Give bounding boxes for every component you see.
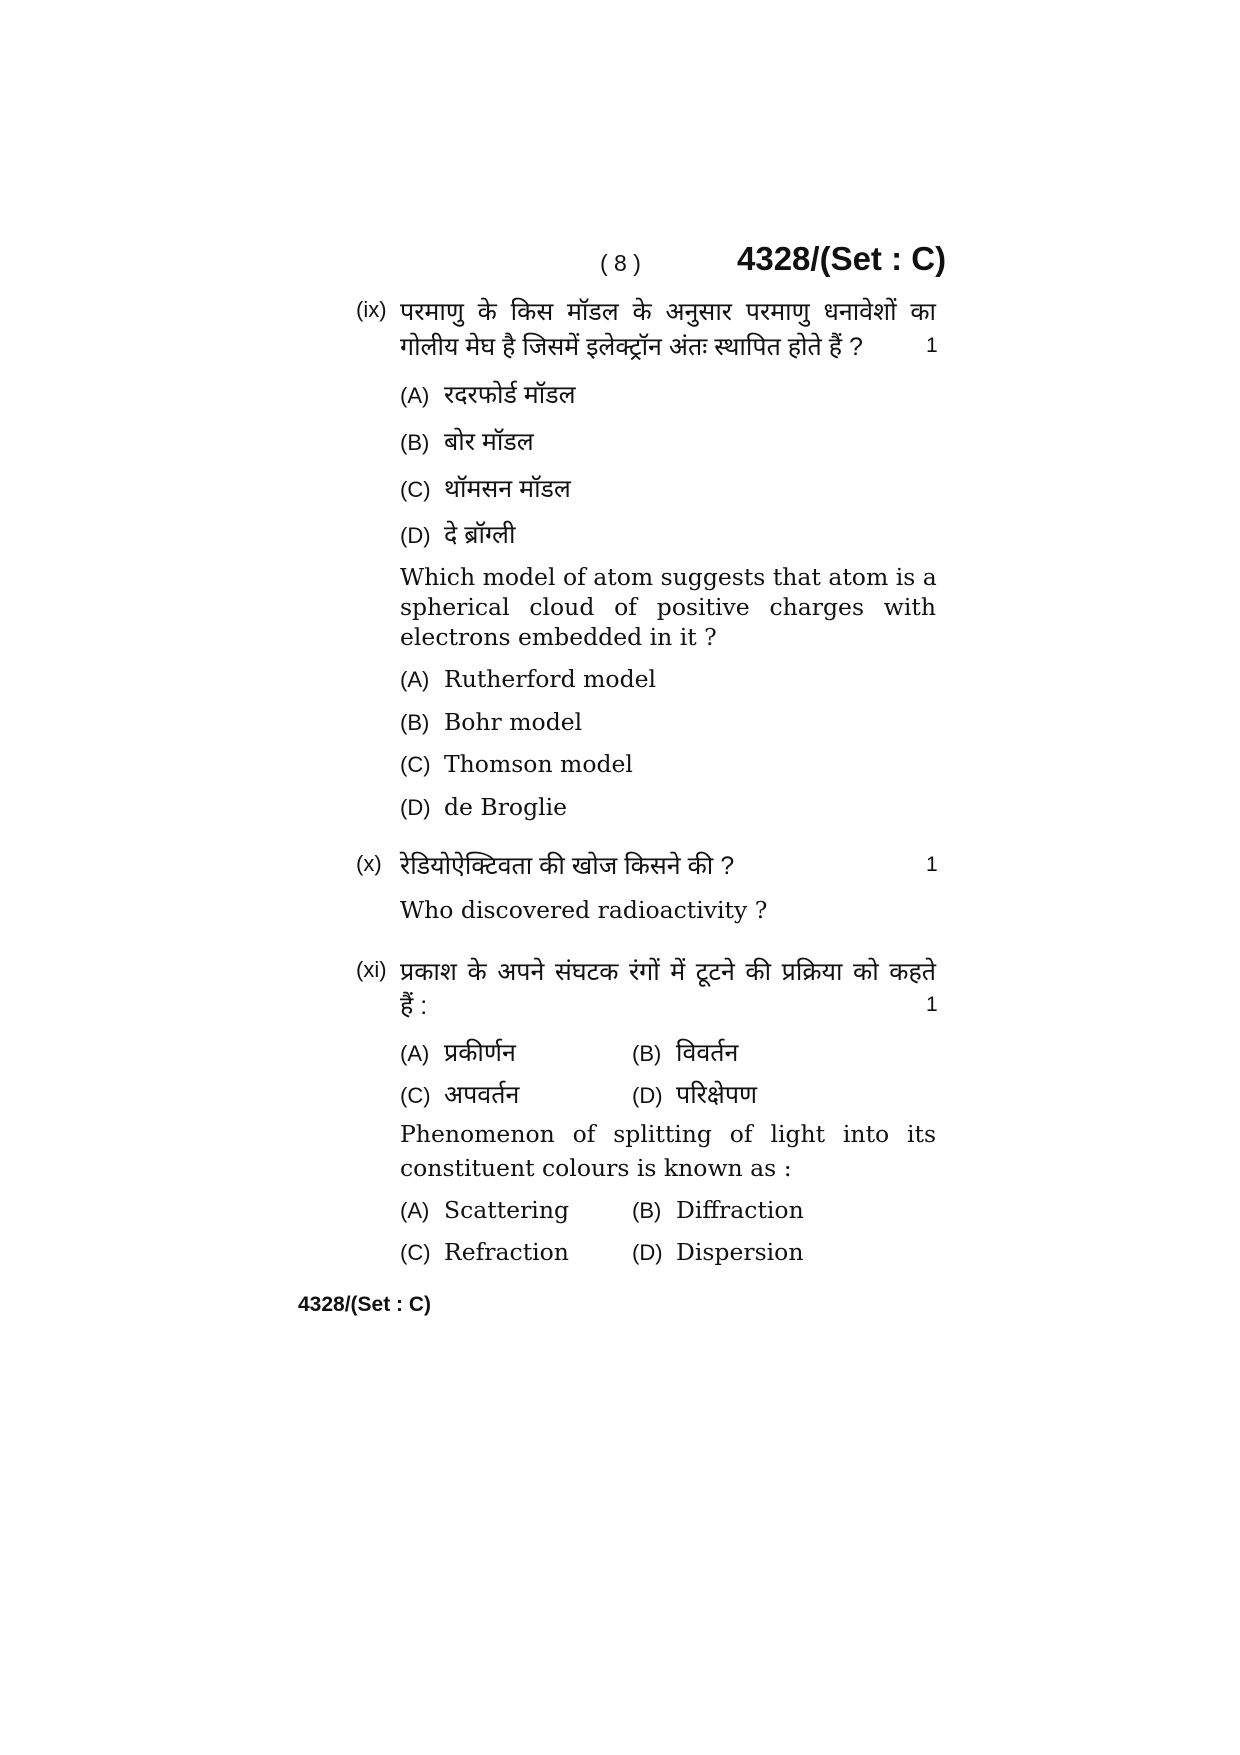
question-number-ix: (ix) (356, 297, 387, 322)
option-label: (C) (400, 1240, 431, 1265)
question-xi-english-line-2: constituent colours is known as : (400, 1154, 792, 1182)
question-ix-hindi-line-2: गोलीय मेघ है जिसमें इलेक्ट्रॉन अंतः स्थापित होते हैं ? (400, 333, 863, 361)
question-xi-english-option-a (400, 1196, 569, 1224)
option-text: Diffraction (676, 1196, 804, 1224)
option-label: (A) (400, 1041, 430, 1066)
question-ix-english-line-2: spherical cloud of positive charges with (400, 593, 936, 621)
question-ix-english-option-d (400, 793, 567, 821)
option-text: Rutherford model (444, 665, 657, 693)
option-text: Refraction (444, 1238, 569, 1266)
question-xi-hindi-option-d (632, 1077, 757, 1111)
option-label: (C) (400, 752, 431, 777)
question-xi-english-option-d (632, 1238, 803, 1266)
question-x-hindi-line-1: रेडियोऐक्टिवता की खोज किसने की ? (400, 852, 735, 880)
question-ix-hindi-line-1: परमाणु के किस मॉडल के अनुसार परमाणु धनावेशों का (400, 298, 936, 326)
question-xi-english-line-1: Phenomenon of splitting of light into its (400, 1120, 936, 1148)
option-text: Dispersion (676, 1238, 804, 1266)
question-x-english-line-1: Who discovered radioactivity ? (400, 896, 768, 924)
question-ix-english-option-c (400, 750, 633, 778)
option-label: (D) (632, 1240, 663, 1265)
option-text: प्रकीर्णन (444, 1039, 516, 1067)
question-ix-english-line-1: Which model of atom suggests that atom is a (400, 563, 937, 591)
question-ix-marks: 1 (926, 334, 938, 357)
option-text: थॉमसन मॉडल (444, 475, 571, 503)
option-text: विवर्तन (676, 1039, 739, 1067)
option-text: Scattering (444, 1196, 569, 1224)
option-label: (B) (400, 710, 430, 735)
question-ix-hindi-option-d (400, 517, 515, 551)
option-text: Bohr model (444, 708, 583, 736)
option-text: रदरफोर्ड मॉडल (444, 381, 576, 409)
option-text: de Broglie (444, 793, 568, 821)
question-xi-marks: 1 (926, 993, 938, 1016)
question-xi-hindi-line-1: प्रकाश के अपने संघटक रंगों में टूटने की प्रक्रिया को कहते (400, 958, 936, 986)
question-ix-hindi-option-b (400, 424, 534, 458)
option-label: (A) (400, 667, 430, 692)
option-label: (C) (400, 1083, 431, 1108)
option-text: दे ब्रॉग्ली (444, 521, 516, 549)
option-text: परिक्षेपण (676, 1081, 758, 1109)
question-number-xi: (xi) (356, 957, 387, 982)
option-label: (B) (632, 1198, 662, 1223)
option-label: (C) (400, 477, 431, 502)
question-xi-hindi-option-c (400, 1077, 519, 1111)
option-label: (B) (400, 430, 430, 455)
set-code-footer: 4328/(Set : C) (298, 1293, 432, 1316)
question-xi-english-option-c (400, 1238, 569, 1266)
question-xi-english-option-b (632, 1196, 804, 1224)
option-text: बोर मॉडल (444, 428, 534, 456)
question-ix-hindi-option-a (400, 377, 576, 411)
question-xi-hindi-option-b (632, 1035, 738, 1069)
option-label: (B) (632, 1041, 662, 1066)
option-label: (D) (632, 1083, 663, 1108)
question-ix-english-option-b (400, 708, 582, 736)
page-number: ( 8 ) (600, 250, 641, 276)
question-ix-hindi-option-c (400, 471, 571, 505)
question-ix-english-line-3: electrons embedded in it ? (400, 623, 717, 651)
question-xi-hindi-option-a (400, 1035, 516, 1069)
set-code-header: 4328/(Set : C) (737, 240, 947, 277)
question-xi-hindi-line-2: हैं : (400, 992, 428, 1020)
option-label: (D) (400, 523, 431, 548)
option-label: (D) (400, 795, 431, 820)
option-label: (A) (400, 383, 430, 408)
question-ix-english-option-a (400, 665, 656, 693)
option-text: अपवर्तन (444, 1081, 520, 1109)
option-text: Thomson model (444, 750, 633, 778)
option-label: (A) (400, 1198, 430, 1223)
question-number-x: (x) (356, 851, 382, 876)
question-x-marks: 1 (926, 853, 938, 876)
